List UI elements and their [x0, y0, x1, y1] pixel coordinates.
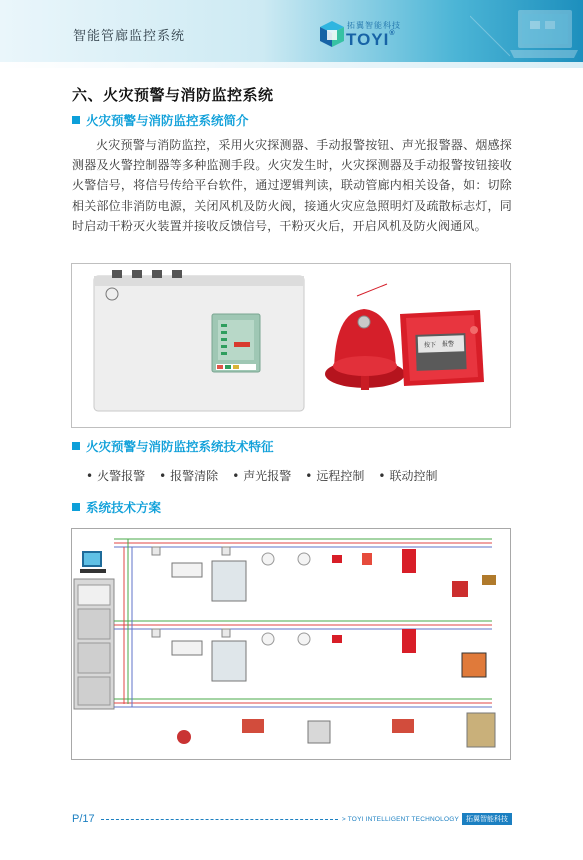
header-title: 智能管廊监控系统 — [73, 29, 186, 44]
features-heading-label: 火灾预警与消防监控系统技术特征 — [86, 439, 274, 454]
footer-company-en: > TOYI INTELLIGENT TECHNOLOGY — [341, 815, 459, 823]
bullet-dot-icon: • — [232, 469, 240, 483]
brand-en: TOYI® — [346, 30, 396, 49]
footer-company-cn: 拓翼智能科技 — [462, 813, 512, 825]
call-point-label-press: 按下 — [424, 342, 437, 349]
bullet-square-icon — [72, 503, 80, 511]
bullet-dot-icon: • — [86, 469, 94, 483]
module-row-2 — [152, 629, 486, 681]
intro-text: 火灾预警与消防监控，采用火灾探测器、手动报警按钮、声光报警器、烟感探测器及火警控制器等多种监测手段。火灾发生时，火灾探测器及手动报警按钮接收火警信号，将信号传给平台软件，通过逻辑判读，联动管廊内相关设备，如：切除相关部位非消防电源，关闭风机及防火阀，接通火灾应急照明灯及疏散标志灯，同时启动干粉灭火装置并接收反馈信号，干粉灭火后，开启风机及防火阀通风。 — [72, 138, 512, 233]
module-row-3 — [177, 713, 495, 747]
bullet-dot-icon: • — [378, 469, 386, 483]
page-header — [0, 0, 583, 68]
intro-heading-label: 火灾预警与消防监控系统简介 — [86, 113, 249, 128]
module-row-1 — [152, 547, 496, 601]
workstation-icon — [80, 551, 106, 573]
feature-item: • 火警报警 — [86, 469, 146, 483]
section-title: 六、火灾预警与消防监控系统 — [72, 86, 274, 104]
feature-item: • 联动控制 — [378, 469, 438, 483]
scheme-heading-label: 系统技术方案 — [86, 500, 162, 515]
manual-call-point-icon — [400, 310, 484, 386]
control-cabinet-icon — [74, 579, 114, 709]
header-stripe — [0, 62, 583, 68]
bullet-square-icon — [72, 116, 80, 124]
bullet-dot-icon: • — [305, 469, 313, 483]
feature-item: • 远程控制 — [305, 469, 365, 483]
feature-item: • 报警清除 — [159, 469, 219, 483]
page-number: P/17 — [72, 813, 95, 825]
bullet-square-icon — [72, 442, 80, 450]
fire-alarm-controller-icon — [94, 270, 304, 411]
footer-divider — [101, 819, 338, 820]
alarm-bell-icon — [325, 276, 405, 390]
system-diagram — [71, 528, 511, 760]
laptop-decoration-icon — [470, 6, 580, 64]
wiring-diagram — [72, 529, 510, 759]
bullet-dot-icon: • — [159, 469, 167, 483]
features-heading — [72, 437, 274, 455]
page-footer — [72, 812, 512, 826]
scheme-heading — [72, 498, 161, 516]
intro-paragraph — [72, 135, 512, 236]
brand-cn: 拓翼智能科技 — [347, 21, 401, 30]
product-photo — [71, 263, 511, 428]
features-list — [86, 467, 437, 484]
call-point-label-alarm: 报警 — [442, 341, 455, 348]
feature-item: • 声光报警 — [232, 469, 292, 483]
intro-heading — [72, 111, 249, 129]
toyi-logo-icon — [318, 20, 346, 48]
